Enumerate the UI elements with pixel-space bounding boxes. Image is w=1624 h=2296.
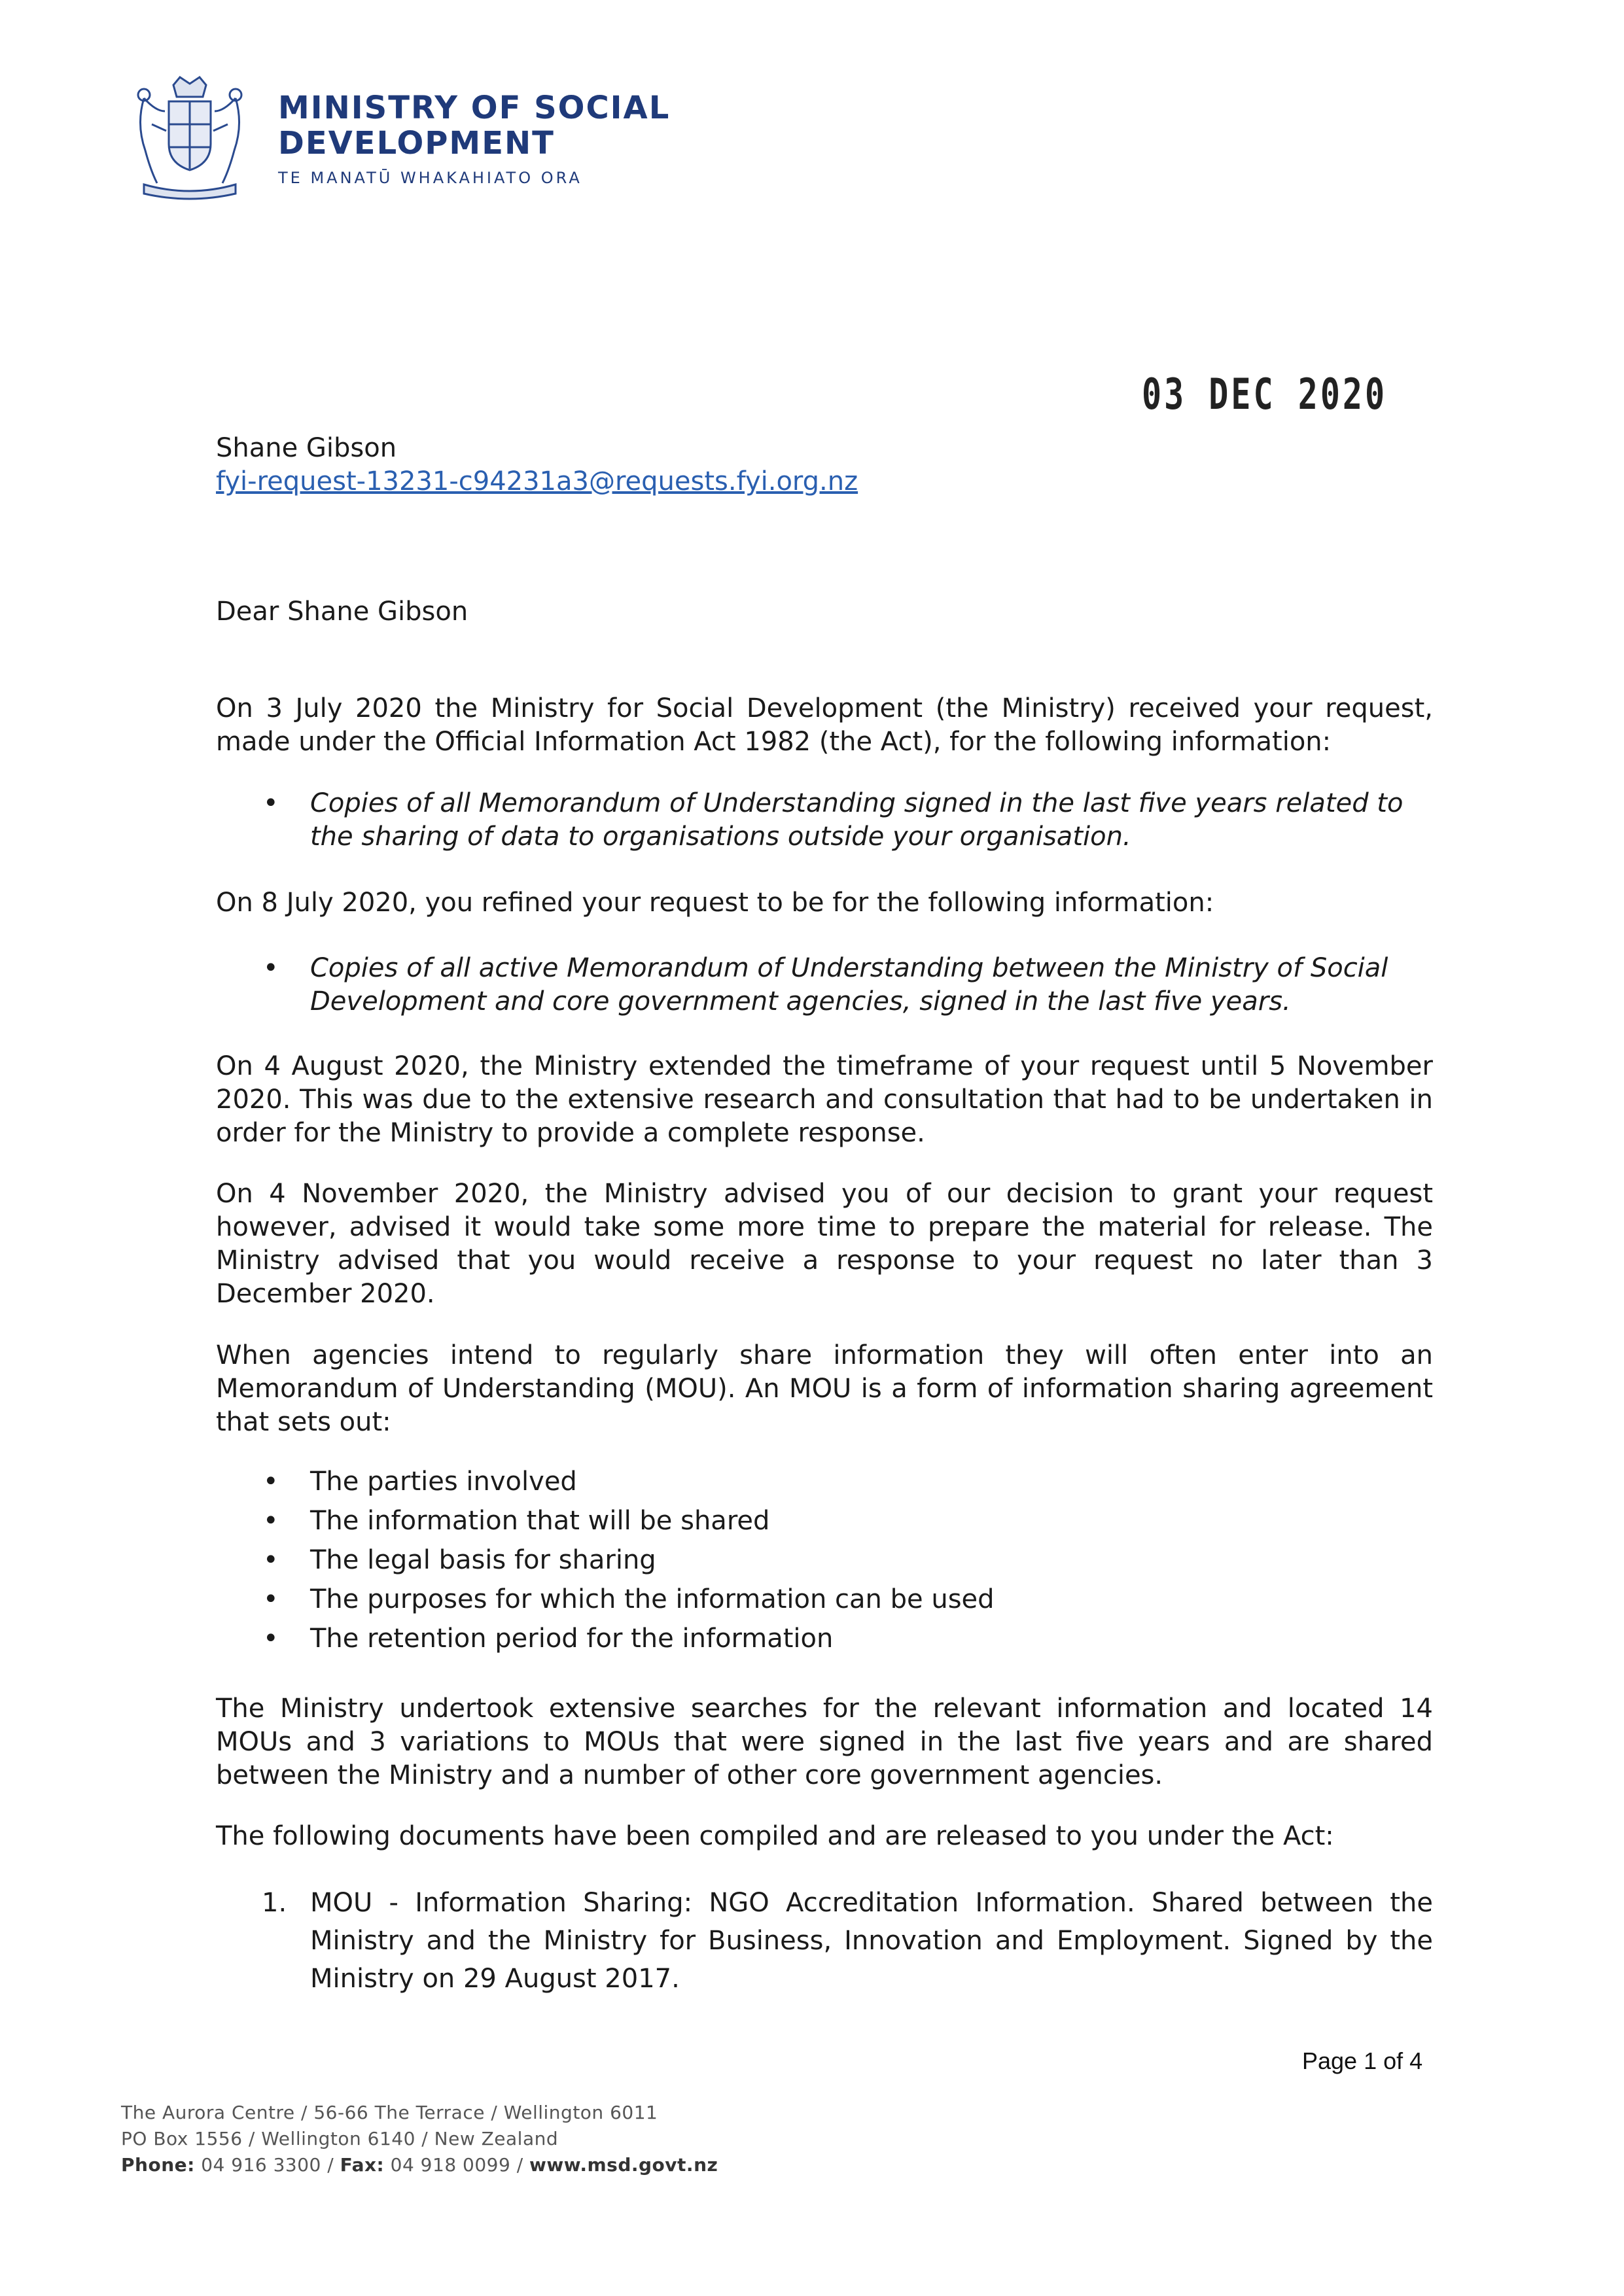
addressee-email-link[interactable]: fyi-request-13231-c94231a3@requests.fyi.org.nz [216, 466, 858, 496]
mou-contents-bullet-list [255, 1462, 1433, 1658]
refined-bullet-list [255, 952, 1433, 1018]
fax-number: 04 918 0099 [390, 2154, 511, 2176]
footer-contact [121, 2100, 718, 2178]
page-number: Page 1 of 4 [1302, 2047, 1423, 2074]
footer-phone-line [121, 2152, 718, 2178]
footer-address-line1: The Aurora Centre / 56-66 The Terrace / Wellington 6011 [121, 2102, 658, 2123]
paragraph-searches: The Ministry undertook extensive searches for the relevant information and located 14 MOUs and 3 variations to MOUs that were signed in the last five years and are shared between the Ministry and a number of other core government agencies. [216, 1694, 1433, 1790]
footer-address-line2: PO Box 1556 / Wellington 6140 / New Zealand [121, 2128, 559, 2149]
addressee-name: Shane Gibson [216, 433, 397, 463]
org-maori-name: TE MANATŪ WHAKAHIATO ORA [278, 169, 582, 187]
paragraph-request-received: On 3 July 2020 the Ministry for Social Development (the Ministry) received your request, made under the Official Information Act 1982 (the Act), for the following information: [216, 693, 1433, 757]
paragraph-timeframe-extended: On 4 August 2020, the Ministry extended the timeframe of your request until 5 November 2020. This was due to the extensive research and consultation that had to be undertaken in order for the Ministry to provide a complete response. [216, 1051, 1433, 1148]
list-item: • The parties involved [255, 1462, 1433, 1501]
list-item: • Copies of all active Memorandum of Understanding between the Ministry of Social Development and core government agencies, signed in the last five years. [255, 952, 1433, 1018]
document-list-item-1 [255, 1884, 1433, 1998]
list-item: • The retention period for the information [255, 1619, 1433, 1658]
addressee-block [216, 432, 858, 498]
list-item: • The information that will be shared [255, 1501, 1433, 1540]
fax-label: Fax: [340, 2154, 385, 2176]
paragraph-documents-released: The following documents have been compiled and are released to you under the Act: [216, 1821, 1334, 1851]
ministry-wordmark [278, 90, 670, 187]
list-item: • The legal basis for sharing [255, 1540, 1433, 1580]
salutation: Dear Shane Gibson [216, 597, 468, 627]
org-name-line2: DEVELOPMENT [278, 125, 555, 162]
list-item: • The purposes for which the information can be used [255, 1580, 1433, 1619]
list-item-number: 1. [262, 1888, 287, 1918]
org-name-line1: MINISTRY OF SOCIAL [278, 90, 671, 126]
website-link[interactable]: www.msd.govt.nz [529, 2154, 718, 2176]
list-item-text: MOU - Information Sharing: NGO Accreditation Information. Shared between the Ministry and the Ministry for Business, Innovation and Employment. Signed by the Ministry on 29 August 2017. [310, 1888, 1433, 1994]
list-item: • Copies of all Memorandum of Understanding signed in the last five years related to the sharing of data to organisations outside your organisation. [255, 787, 1433, 854]
date-stamp: 03 DEC 2020 [1142, 370, 1388, 419]
paragraph-mou-definition: When agencies intend to regularly share information they will often enter into an Memorandum of Understanding (MOU). An MOU is a form of information sharing agreement that sets out: [216, 1340, 1433, 1437]
separator: / [516, 2154, 530, 2176]
phone-label: Phone: [121, 2154, 195, 2176]
separator: / [327, 2154, 340, 2176]
coat-of-arms-logo [118, 72, 262, 203]
paragraph-decision-advised: On 4 November 2020, the Ministry advised you of our decision to grant your request however, advised it would take some more time to prepare the material for release. The Ministry advised that you would receive a response to your request no later than 3 December 2020. [216, 1179, 1433, 1309]
paragraph-refined-request: On 8 July 2020, you refined your request to be for the following information: [216, 888, 1214, 918]
request-bullet-list [255, 787, 1433, 854]
phone-number: 04 916 3300 [201, 2154, 321, 2176]
